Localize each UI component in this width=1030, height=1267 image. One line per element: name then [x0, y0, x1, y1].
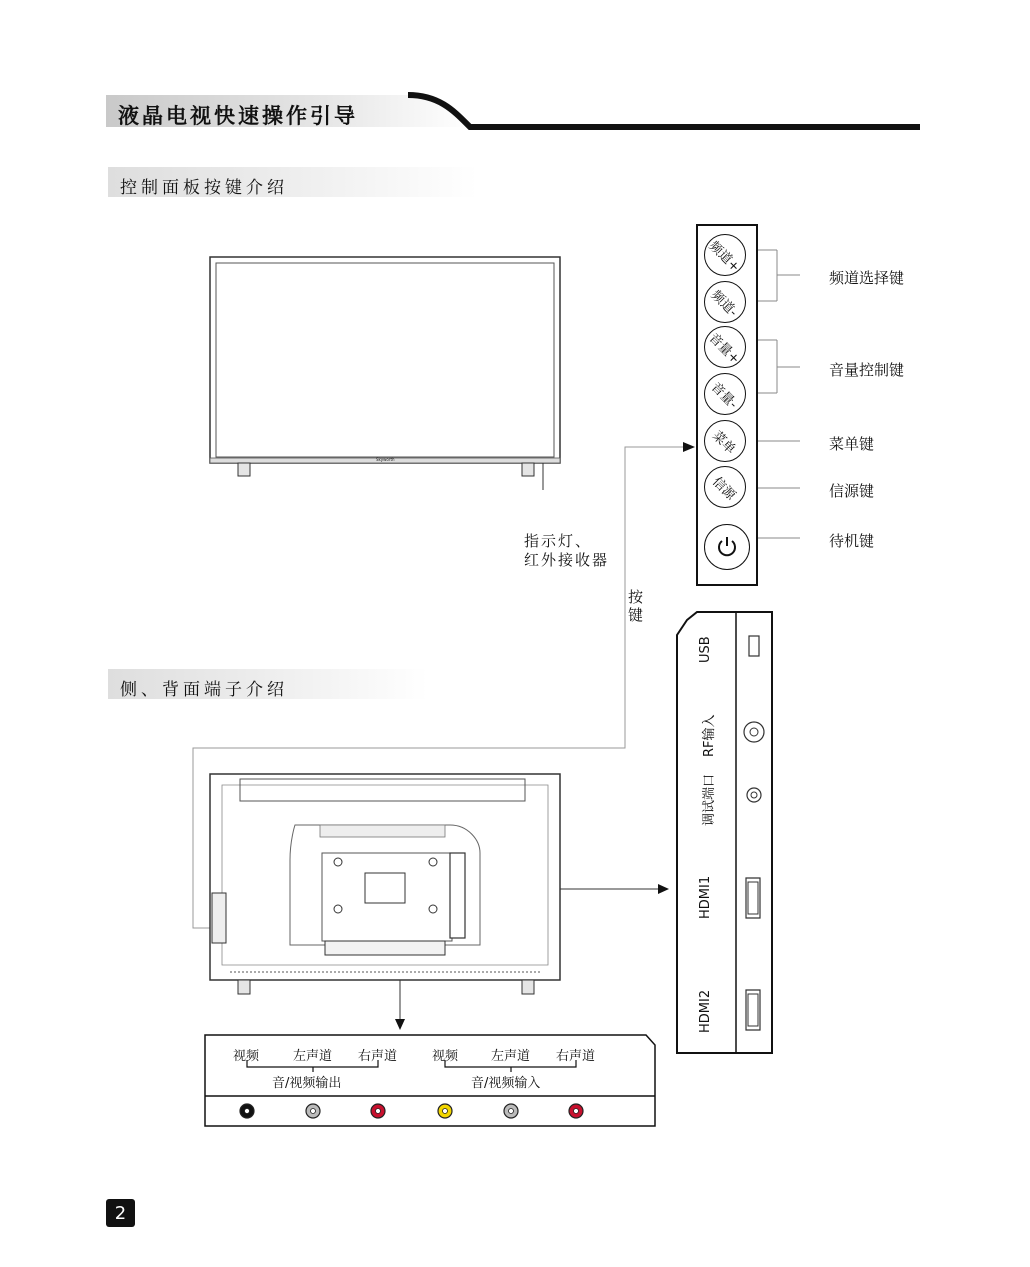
- usb-label: USB: [698, 636, 713, 663]
- side-ports-panel: [670, 605, 780, 1060]
- av-out-left-label: 左声道: [293, 1049, 333, 1064]
- source-key-label: 信源键: [829, 482, 875, 500]
- debug-port-label: 调试端口: [702, 773, 717, 826]
- indicator-label-line1: 指示灯、: [524, 532, 593, 550]
- channel-up-label: 频道+: [705, 238, 742, 275]
- av-output-group-label: 音/视频输出: [272, 1076, 342, 1091]
- key-label-1: 按: [628, 588, 644, 606]
- section-title-control-panel: 控制面板按键介绍: [120, 178, 288, 198]
- page-title: 液晶电视快速操作引导: [118, 103, 358, 128]
- av-jacks: [200, 1095, 660, 1130]
- brand-logo: Skyworth: [376, 457, 395, 462]
- av-out-left-jack-center: [311, 1109, 316, 1114]
- menu-button[interactable]: [704, 420, 746, 462]
- debug-port[interactable]: [747, 788, 761, 802]
- av-input-group-label: 音/视频输入: [471, 1076, 541, 1091]
- rf-input-label: RF输入: [702, 714, 717, 757]
- av-out-video-label: 视频: [233, 1049, 260, 1064]
- volume-down-button[interactable]: [704, 373, 746, 415]
- usb-port[interactable]: [749, 636, 759, 656]
- av-in-video-jack-center: [443, 1109, 448, 1114]
- channel-up-button[interactable]: [704, 234, 746, 276]
- indicator-label-line2: 红外接收器: [524, 551, 610, 569]
- section-title-ports: 侧、背面端子介绍: [120, 680, 288, 700]
- channel-select-label: 频道选择键: [829, 269, 905, 287]
- tv-back-illustration: [200, 765, 580, 1015]
- av-in-right-label: 右声道: [556, 1049, 596, 1064]
- hdmi1-label: HDMI1: [698, 875, 713, 919]
- volume-up-button[interactable]: [704, 326, 746, 368]
- power-icon: [714, 534, 740, 560]
- av-out-right-jack-center: [376, 1109, 381, 1114]
- av-in-left-label: 左声道: [491, 1049, 531, 1064]
- hdmi2-label: HDMI2: [698, 989, 713, 1033]
- menu-key-label: 菜单键: [829, 435, 875, 453]
- volume-up-label: 音量+: [705, 330, 742, 367]
- av-in-right-jack-center: [574, 1109, 579, 1114]
- rf-input-port[interactable]: [744, 722, 764, 742]
- menu-button-label: 菜单: [709, 427, 739, 457]
- page-number: 2: [106, 1199, 135, 1227]
- key-label-2: 键: [628, 606, 644, 624]
- standby-button[interactable]: [704, 524, 750, 570]
- standby-key-label: 待机键: [829, 532, 875, 550]
- av-in-left-jack-center: [509, 1109, 514, 1114]
- source-button[interactable]: [704, 466, 746, 508]
- volume-down-label: 音量-: [707, 379, 740, 412]
- av-out-video-jack-center: [245, 1109, 250, 1114]
- av-out-right-label: 右声道: [358, 1049, 398, 1064]
- channel-down-label: 频道-: [707, 287, 740, 320]
- av-in-video-label: 视频: [432, 1049, 459, 1064]
- source-button-label: 信源: [709, 473, 739, 503]
- volume-control-label: 音量控制键: [829, 361, 905, 379]
- channel-down-button[interactable]: [704, 281, 746, 323]
